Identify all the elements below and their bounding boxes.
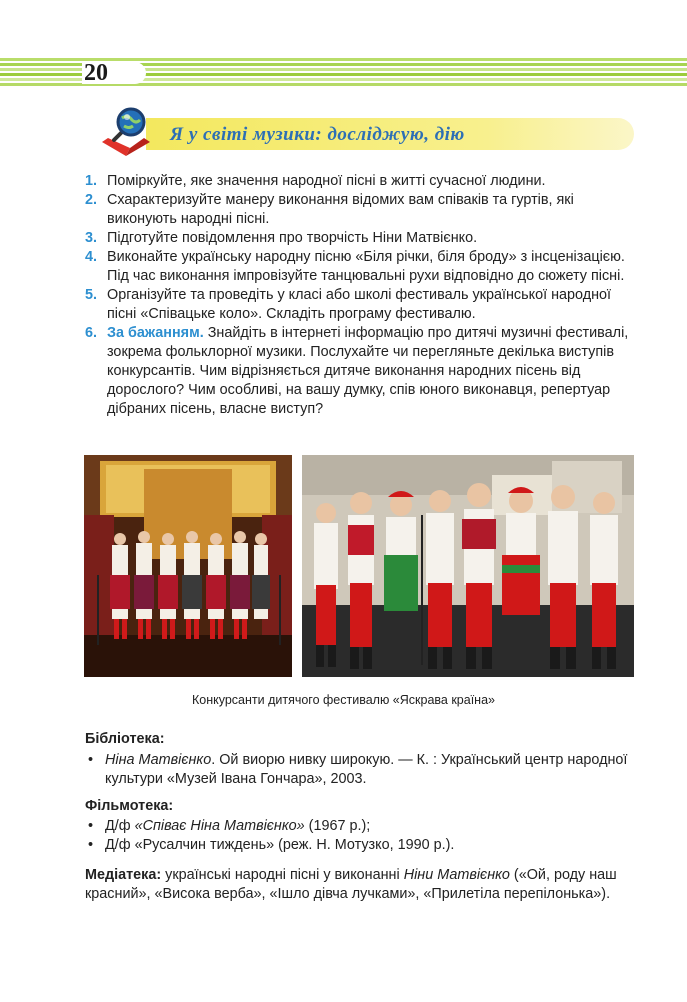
page-number: 20 bbox=[84, 60, 108, 86]
task-text: Виконайте українську народну пісню «Біля річки, біля броду» з інсценізацією. Під час виконання імпровізуйте танцювальні рухи відповідно до сюжету пісні. bbox=[107, 249, 625, 284]
film-prefix: Д/ф «Русалчин тиждень» (реж. Н. Мотузко, 1990 р.). bbox=[105, 837, 455, 853]
book-author: Ніна Матвієнко bbox=[105, 752, 212, 768]
library-list bbox=[85, 751, 640, 789]
task-text: Схарактеризуйте манеру виконання відомих вам співаків та гуртів, які виконують народні пісні. bbox=[107, 192, 574, 227]
film-prefix: Д/ф bbox=[105, 818, 135, 834]
task-text: Поміркуйте, яке значення народної пісні в житті сучасної людини. bbox=[107, 173, 546, 189]
bullet-dot: • bbox=[88, 837, 94, 853]
bullet-dot: • bbox=[88, 752, 94, 768]
task-lead: За бажанням. bbox=[107, 325, 204, 341]
task-item bbox=[85, 248, 640, 286]
bullet-dot: • bbox=[88, 818, 94, 834]
photo-caption: Конкурсанти дитячого фестивалю «Яскрава країна» bbox=[191, 693, 495, 707]
film-title: «Співає Ніна Матвієнко» bbox=[134, 818, 305, 834]
section-title: Я у світі музики: досліджую, дію bbox=[170, 124, 465, 145]
task-item bbox=[85, 229, 640, 248]
task-item bbox=[85, 172, 640, 191]
task-number: 6. bbox=[85, 325, 98, 341]
list-item bbox=[85, 817, 640, 836]
filmoteka-heading: Фільмотека: bbox=[85, 798, 174, 814]
task-number: 5. bbox=[85, 287, 98, 303]
list-item bbox=[85, 751, 640, 789]
task-item bbox=[85, 324, 640, 419]
photo-girls-ensemble bbox=[84, 455, 292, 677]
media-text: українські народні пісні у виконанні bbox=[161, 867, 404, 883]
media-songs: («Ой, роду наш красний», «Висока верба», «Ішло дівча лучками», «Прилетіла перепілонька»). bbox=[85, 867, 617, 902]
task-text: Організуйте та проведіть у класі або школі фестиваль української народної пісні «Співацьке коло». Складіть програму фестивалю. bbox=[107, 287, 612, 322]
task-number: 1. bbox=[85, 173, 98, 189]
task-number: 4. bbox=[85, 249, 98, 265]
task-number: 3. bbox=[85, 230, 98, 246]
filmoteka-list bbox=[85, 817, 640, 855]
task-text: Підготуйте повідомлення про творчість Ніни Матвієнко. bbox=[107, 230, 478, 246]
list-item bbox=[85, 836, 640, 855]
task-number: 2. bbox=[85, 192, 98, 208]
mediateka-heading: Медіатека: bbox=[85, 867, 162, 883]
globe-magnifier-icon bbox=[100, 104, 152, 158]
library-heading: Бібліотека: bbox=[85, 731, 165, 747]
task-item bbox=[85, 286, 640, 324]
mediateka-block bbox=[85, 866, 640, 904]
task-item bbox=[85, 191, 640, 229]
photo-boys-ensemble bbox=[302, 455, 634, 677]
media-performer: Ніни Матвієнко bbox=[403, 867, 510, 883]
task-list bbox=[85, 172, 640, 419]
task-text: Знайдіть в інтернеті інформацію про дитячі музичні фестивалі, зокрема фольклорної музики. Послухайте чи перегляньте декілька виступів конкурсантів. Чим відрізняється дитяче виконання народних пісень від дорослого? Чим особливі, на вашу думку, спів юного виконавця, репертуар дібраних пісень, власне виступ? bbox=[107, 325, 629, 417]
film-suffix: (1967 р.); bbox=[304, 818, 371, 834]
book-details: . Ой виорю нивку широкую. — К. : Український центр народної культури «Музей Івана Гончара», 2003. bbox=[105, 752, 628, 787]
